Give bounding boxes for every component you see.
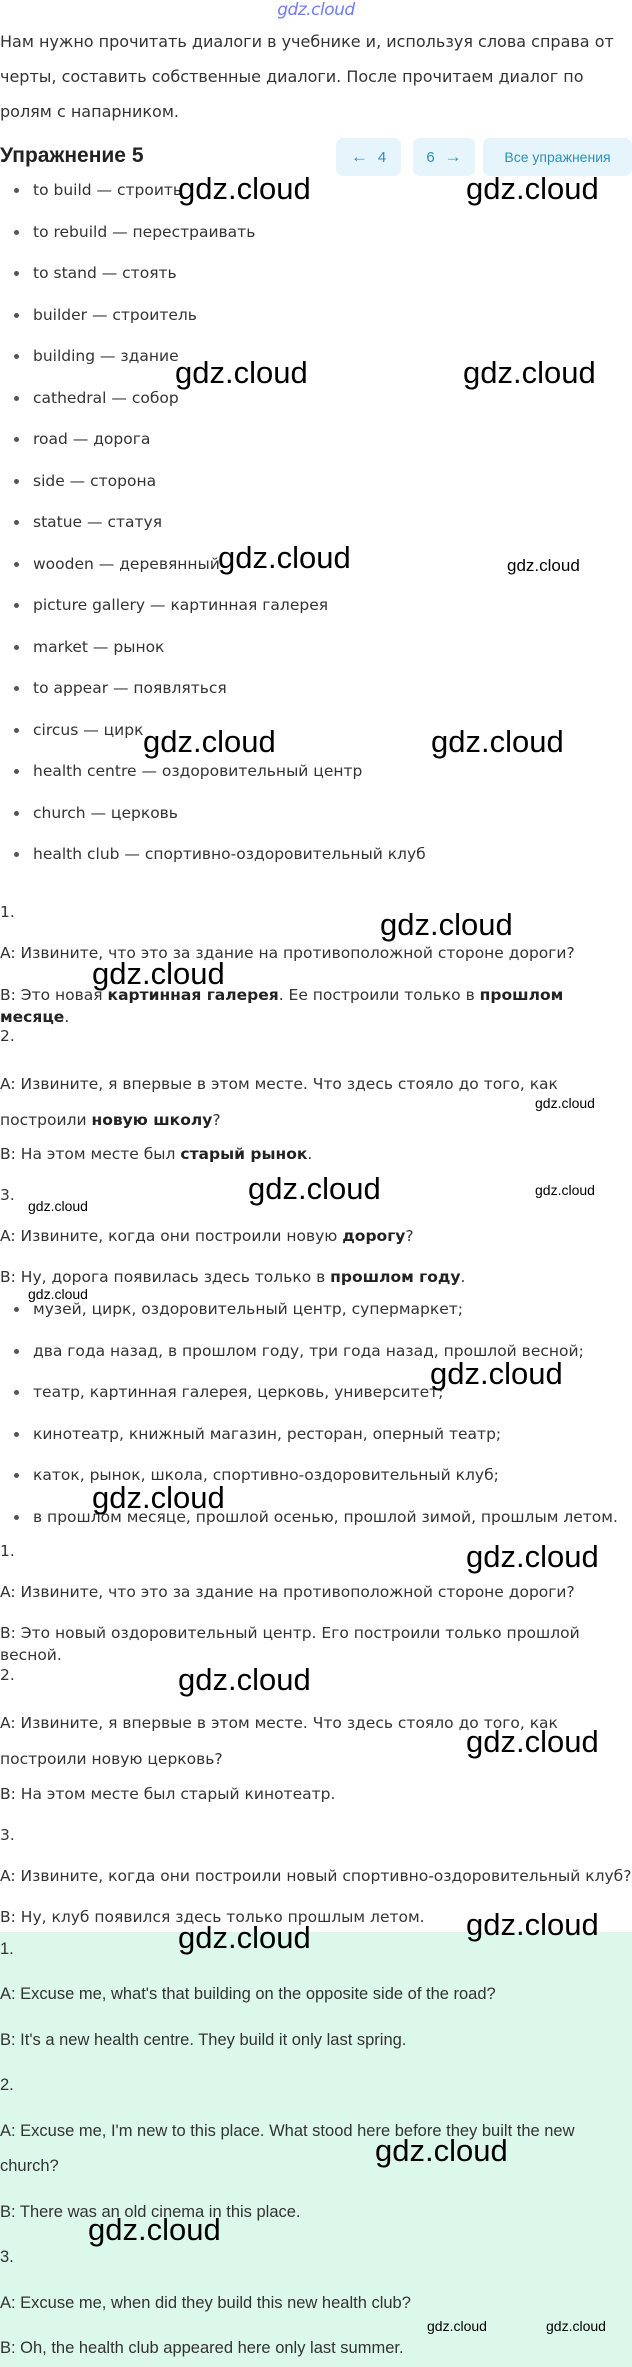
dialog-number: 3. (0, 1186, 15, 1204)
dialog-line-a: A: Excuse me, what's that building on the opposite side of the road? (0, 1985, 496, 2003)
dialog-line-b: B: There was an old cinema in this place. (0, 2203, 301, 2221)
watermark: gdz.cloud (535, 1182, 595, 1198)
vocab-item: cathedral — собор (0, 378, 632, 420)
dialog-text: B: Это новая (0, 986, 108, 1004)
vocab-item: to appear — появляться (0, 668, 632, 710)
dialog-text: ? (405, 1227, 414, 1245)
watermark: gdz.cloud (466, 171, 599, 206)
dialog-line-b: B: На этом месте был старый кинотеатр. (0, 1785, 336, 1803)
arrow-right-icon: → (444, 147, 462, 166)
next-exercise-label: 6 (426, 148, 435, 166)
watermark: gdz.cloud (546, 2318, 606, 2334)
watermark: gdz.cloud (143, 724, 276, 759)
watermark: gdz.cloud (178, 171, 311, 206)
phrase-item: кинотеатр, книжный магазин, ресторан, оперный театр; (0, 1414, 632, 1456)
dialog-line-a: A: Excuse me, I'm new to this place. What stood here before they built the new church? (0, 2122, 575, 2175)
phrase-item: музей, цирк, оздоровительный центр, супермаркет; (0, 1289, 632, 1331)
watermark: gdz.cloud (463, 355, 596, 390)
highlighted-word: прошлом месяце (0, 986, 564, 1026)
dialog-text: . (307, 1145, 313, 1163)
dialog-line-a: A: Извините, что это за здание на противоположной стороне дороги? (0, 1583, 575, 1601)
dialog-number: 3. (0, 2248, 14, 2266)
watermark: gdz.cloud (92, 956, 225, 991)
watermark: gdz.cloud (28, 1198, 88, 1214)
vocab-item: to stand — стоять (0, 253, 632, 295)
prev-exercise-label: 4 (377, 148, 387, 166)
dialog-number: 1. (0, 1542, 15, 1560)
highlighted-word: картинная галерея (107, 986, 279, 1004)
dialog-line-a: A: Извините, я впервые в этом месте. Что здесь стояло до того, как построили новую церковь? (0, 1714, 558, 1768)
dialog-text: A: Извините, когда они построили новую (0, 1227, 343, 1245)
dialog-number: 2. (0, 1666, 15, 1684)
vocab-item: builder — строитель (0, 295, 632, 337)
substitution-list (0, 1289, 632, 1538)
dialog-line-a (0, 1225, 632, 1247)
watermark: gdz.cloud (92, 1480, 225, 1515)
dialog-number: 2. (0, 2076, 14, 2094)
answer-panel (0, 1932, 632, 2367)
vocab-item: building — здание (0, 336, 632, 378)
dialog-text: B: Ну, дорога появилась здесь только в (0, 1268, 331, 1286)
dialog-number: 3. (0, 1826, 15, 1844)
dialog-line-b (0, 1143, 632, 1165)
dialog-text: B: На этом месте был (0, 1145, 181, 1163)
vocab-item: wooden — деревянный (0, 544, 632, 586)
dialog-line-b: B: Oh, the health club appeared here only last summer. (0, 2339, 404, 2357)
watermark: gdz.cloud (375, 2133, 508, 2168)
dialog-text: ? (212, 1111, 221, 1129)
dialog-line-a: A: Извините, что это за здание на противоположной стороне дороги? (0, 944, 575, 962)
phrase-item: в прошлом месяце, прошлой осенью, прошлой зимой, прошлым летом. (0, 1497, 632, 1539)
site-logo[interactable]: gdz.cloud (277, 0, 355, 20)
watermark: gdz.cloud (535, 1095, 595, 1111)
watermark: gdz.cloud (430, 1356, 563, 1391)
vocab-item: picture gallery — картинная галерея (0, 585, 632, 627)
all-exercises-button[interactable]: Все упражнения (483, 138, 632, 176)
phrase-item: каток, рынок, школа, спортивно-оздоровительный клуб; (0, 1455, 632, 1497)
dialog-line-a: A: Извините, когда они построили новый спортивно-оздоровительный клуб? (0, 1867, 632, 1885)
task-intro: Нам нужно прочитать диалоги в учебнике и, используя слова справа от черты, составить собственные диалоги. После прочитаем диалог по ролям с напарником. (0, 32, 614, 121)
watermark: gdz.cloud (178, 1662, 311, 1697)
watermark: gdz.cloud (380, 907, 513, 942)
watermark: gdz.cloud (431, 724, 564, 759)
dialog-line-b: B: Ну, клуб появился здесь только прошлым летом. (0, 1908, 425, 1926)
dialog-line-b (0, 984, 632, 1028)
dialog-line-b: B: Это новый оздоровительный центр. Его построили только прошлой весной. (0, 1624, 580, 1664)
highlighted-word: новую школу (91, 1111, 213, 1129)
dialog-text: . (64, 1008, 70, 1026)
exercise-title: Упражнение 5 (0, 144, 144, 167)
watermark: gdz.cloud (427, 2318, 487, 2334)
watermark: gdz.cloud (507, 556, 580, 575)
dialog-text: . Ее построили только в (278, 986, 480, 1004)
highlighted-word: старый рынок (180, 1145, 308, 1163)
watermark: gdz.cloud (178, 1920, 311, 1955)
watermark: gdz.cloud (28, 1286, 88, 1302)
watermark: gdz.cloud (218, 540, 351, 575)
highlighted-word: прошлом году (330, 1268, 461, 1286)
vocab-item: to build — строить (0, 170, 632, 212)
watermark: gdz.cloud (175, 355, 308, 390)
dialog-number: 1. (0, 903, 15, 921)
vocab-item: church — церковь (0, 793, 632, 835)
vocab-item: to rebuild — перестраивать (0, 212, 632, 254)
highlighted-word: дорогу (342, 1227, 406, 1245)
vocab-item: market — рынок (0, 627, 632, 669)
vocabulary-list (0, 170, 632, 876)
watermark: gdz.cloud (466, 1907, 599, 1942)
vocab-item: side — сторона (0, 461, 632, 503)
dialog-number: 1. (0, 1940, 14, 1958)
vocab-item: health centre — оздоровительный центр (0, 751, 632, 793)
vocab-item: circus — цирк (0, 710, 632, 752)
vocab-item: statue — статуя (0, 502, 632, 544)
phrase-item: театр, картинная галерея, церковь, университет; (0, 1372, 632, 1414)
dialog-line-a: A: Excuse me, when did they build this new health club? (0, 2294, 411, 2312)
dialog-text: A: Извините, я впервые в этом месте. Что здесь стояло до того, как построили (0, 1075, 558, 1129)
dialog-number: 2. (0, 1027, 15, 1045)
dialog-line-b (0, 1266, 632, 1288)
vocab-item: health club — спортивно-оздоровительный клуб (0, 834, 632, 876)
watermark: gdz.cloud (88, 2212, 221, 2247)
vocab-item: road — дорога (0, 419, 632, 461)
watermark: gdz.cloud (466, 1724, 599, 1759)
arrow-left-icon: ← (350, 147, 368, 166)
phrase-item: два года назад, в прошлом году, три года назад, прошлой весной; (0, 1331, 632, 1373)
dialog-text: . (460, 1268, 466, 1286)
watermark: gdz.cloud (466, 1539, 599, 1574)
watermark: gdz.cloud (248, 1171, 381, 1206)
dialog-line-a (0, 1066, 632, 1138)
dialog-line-b: B: It's a new health centre. They build it only last spring. (0, 2031, 407, 2049)
